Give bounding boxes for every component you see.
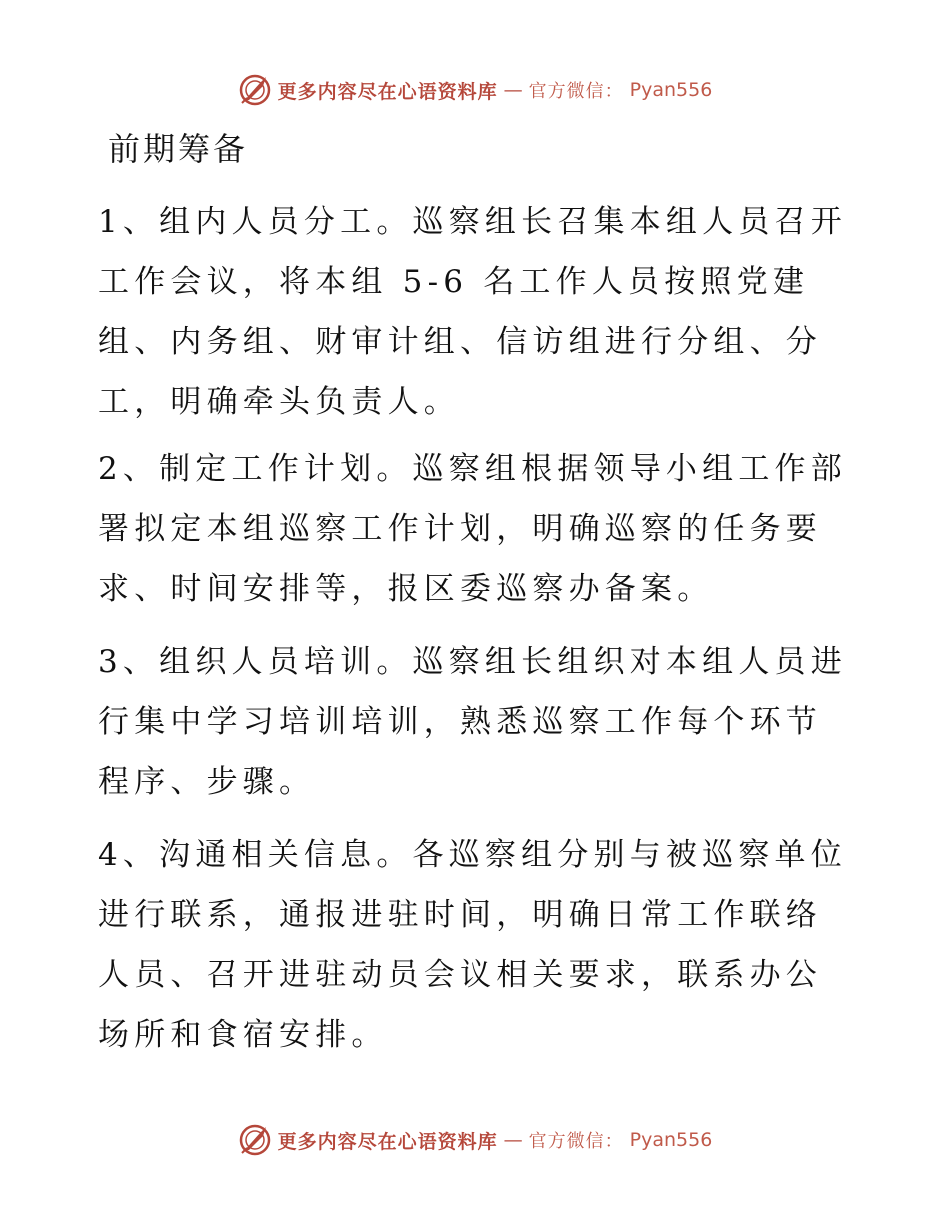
watermark-wechat-label: 官方微信： [528, 81, 624, 102]
paragraph-staff-training: 3、组织人员培训。巡察组长组织对本组人员进行集中学习培训培训，熟悉巡察工作每个环节程序、步骤。 [98, 644, 847, 800]
watermark-site-text: 更多内容尽在心语资料库 [277, 1130, 498, 1153]
watermark-separator: — [503, 79, 523, 101]
watermark-wechat-label: 官方微信： [528, 1131, 624, 1152]
quill-pen-logo-icon [238, 1123, 272, 1157]
watermark-wechat-id: Pyan556 [629, 79, 713, 101]
watermark-footer [0, 1120, 950, 1160]
section-heading: 前期筹备 [108, 130, 249, 168]
paragraph-staff-division: 1、组内人员分工。巡察组长召集本组人员召开工作会议，将本组 5-6 名工作人员按照党建组、内务组、财审计组、信访组进行分组、分工，明确牵头负责人。 [98, 204, 847, 420]
watermark-wechat-id: Pyan556 [629, 1129, 713, 1151]
watermark-site-text: 更多内容尽在心语资料库 [277, 80, 498, 103]
watermark-separator: — [503, 1129, 523, 1151]
paragraph-communication: 4、沟通相关信息。各巡察组分别与被巡察单位进行联系，通报进驻时间，明确日常工作联络人员、召开进驻动员会议相关要求，联系办公场所和食宿安排。 [98, 837, 847, 1053]
quill-pen-logo-icon [238, 73, 272, 107]
paragraph-work-plan: 2、制定工作计划。巡察组根据领导小组工作部署拟定本组巡察工作计划，明确巡察的任务要求、时间安排等，报区委巡察办备案。 [98, 451, 847, 607]
watermark-header [0, 70, 950, 110]
